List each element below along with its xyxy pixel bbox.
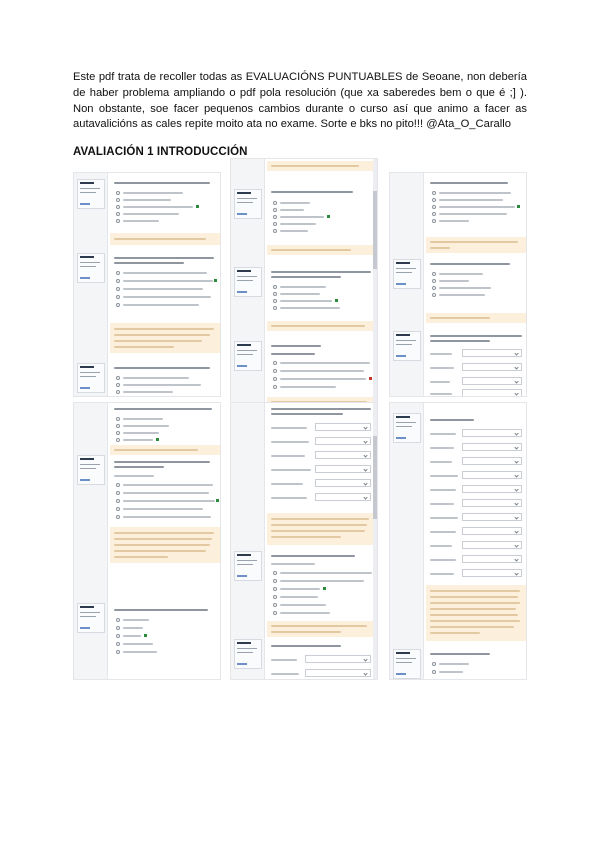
quiz-screenshot-1 [73,172,221,397]
quiz-screenshot-5 [230,402,378,680]
quiz-screenshot-2 [230,158,378,423]
intro-paragraph: Este pdf trata de recoller todas as EVALUACIÓNS PUNTUABLES de Seoane, non debería de haber problema ampliando o pdf pola resolución (que xa saberedes bem o que é ;] ). Non obstante, soe facer pequenos cambios durante o curso así que animo a facer as autavalicións as cales repite moito ata no exame. Sorte e bks no pito!!! @Ata_O_Carallo [73,71,527,131]
section-heading: AVALIACIÓN 1 INTRODUCCIÓN [73,146,248,158]
quiz-screenshot-3 [389,172,527,397]
quiz-screenshot-6 [389,402,527,680]
quiz-screenshot-4 [73,402,221,680]
